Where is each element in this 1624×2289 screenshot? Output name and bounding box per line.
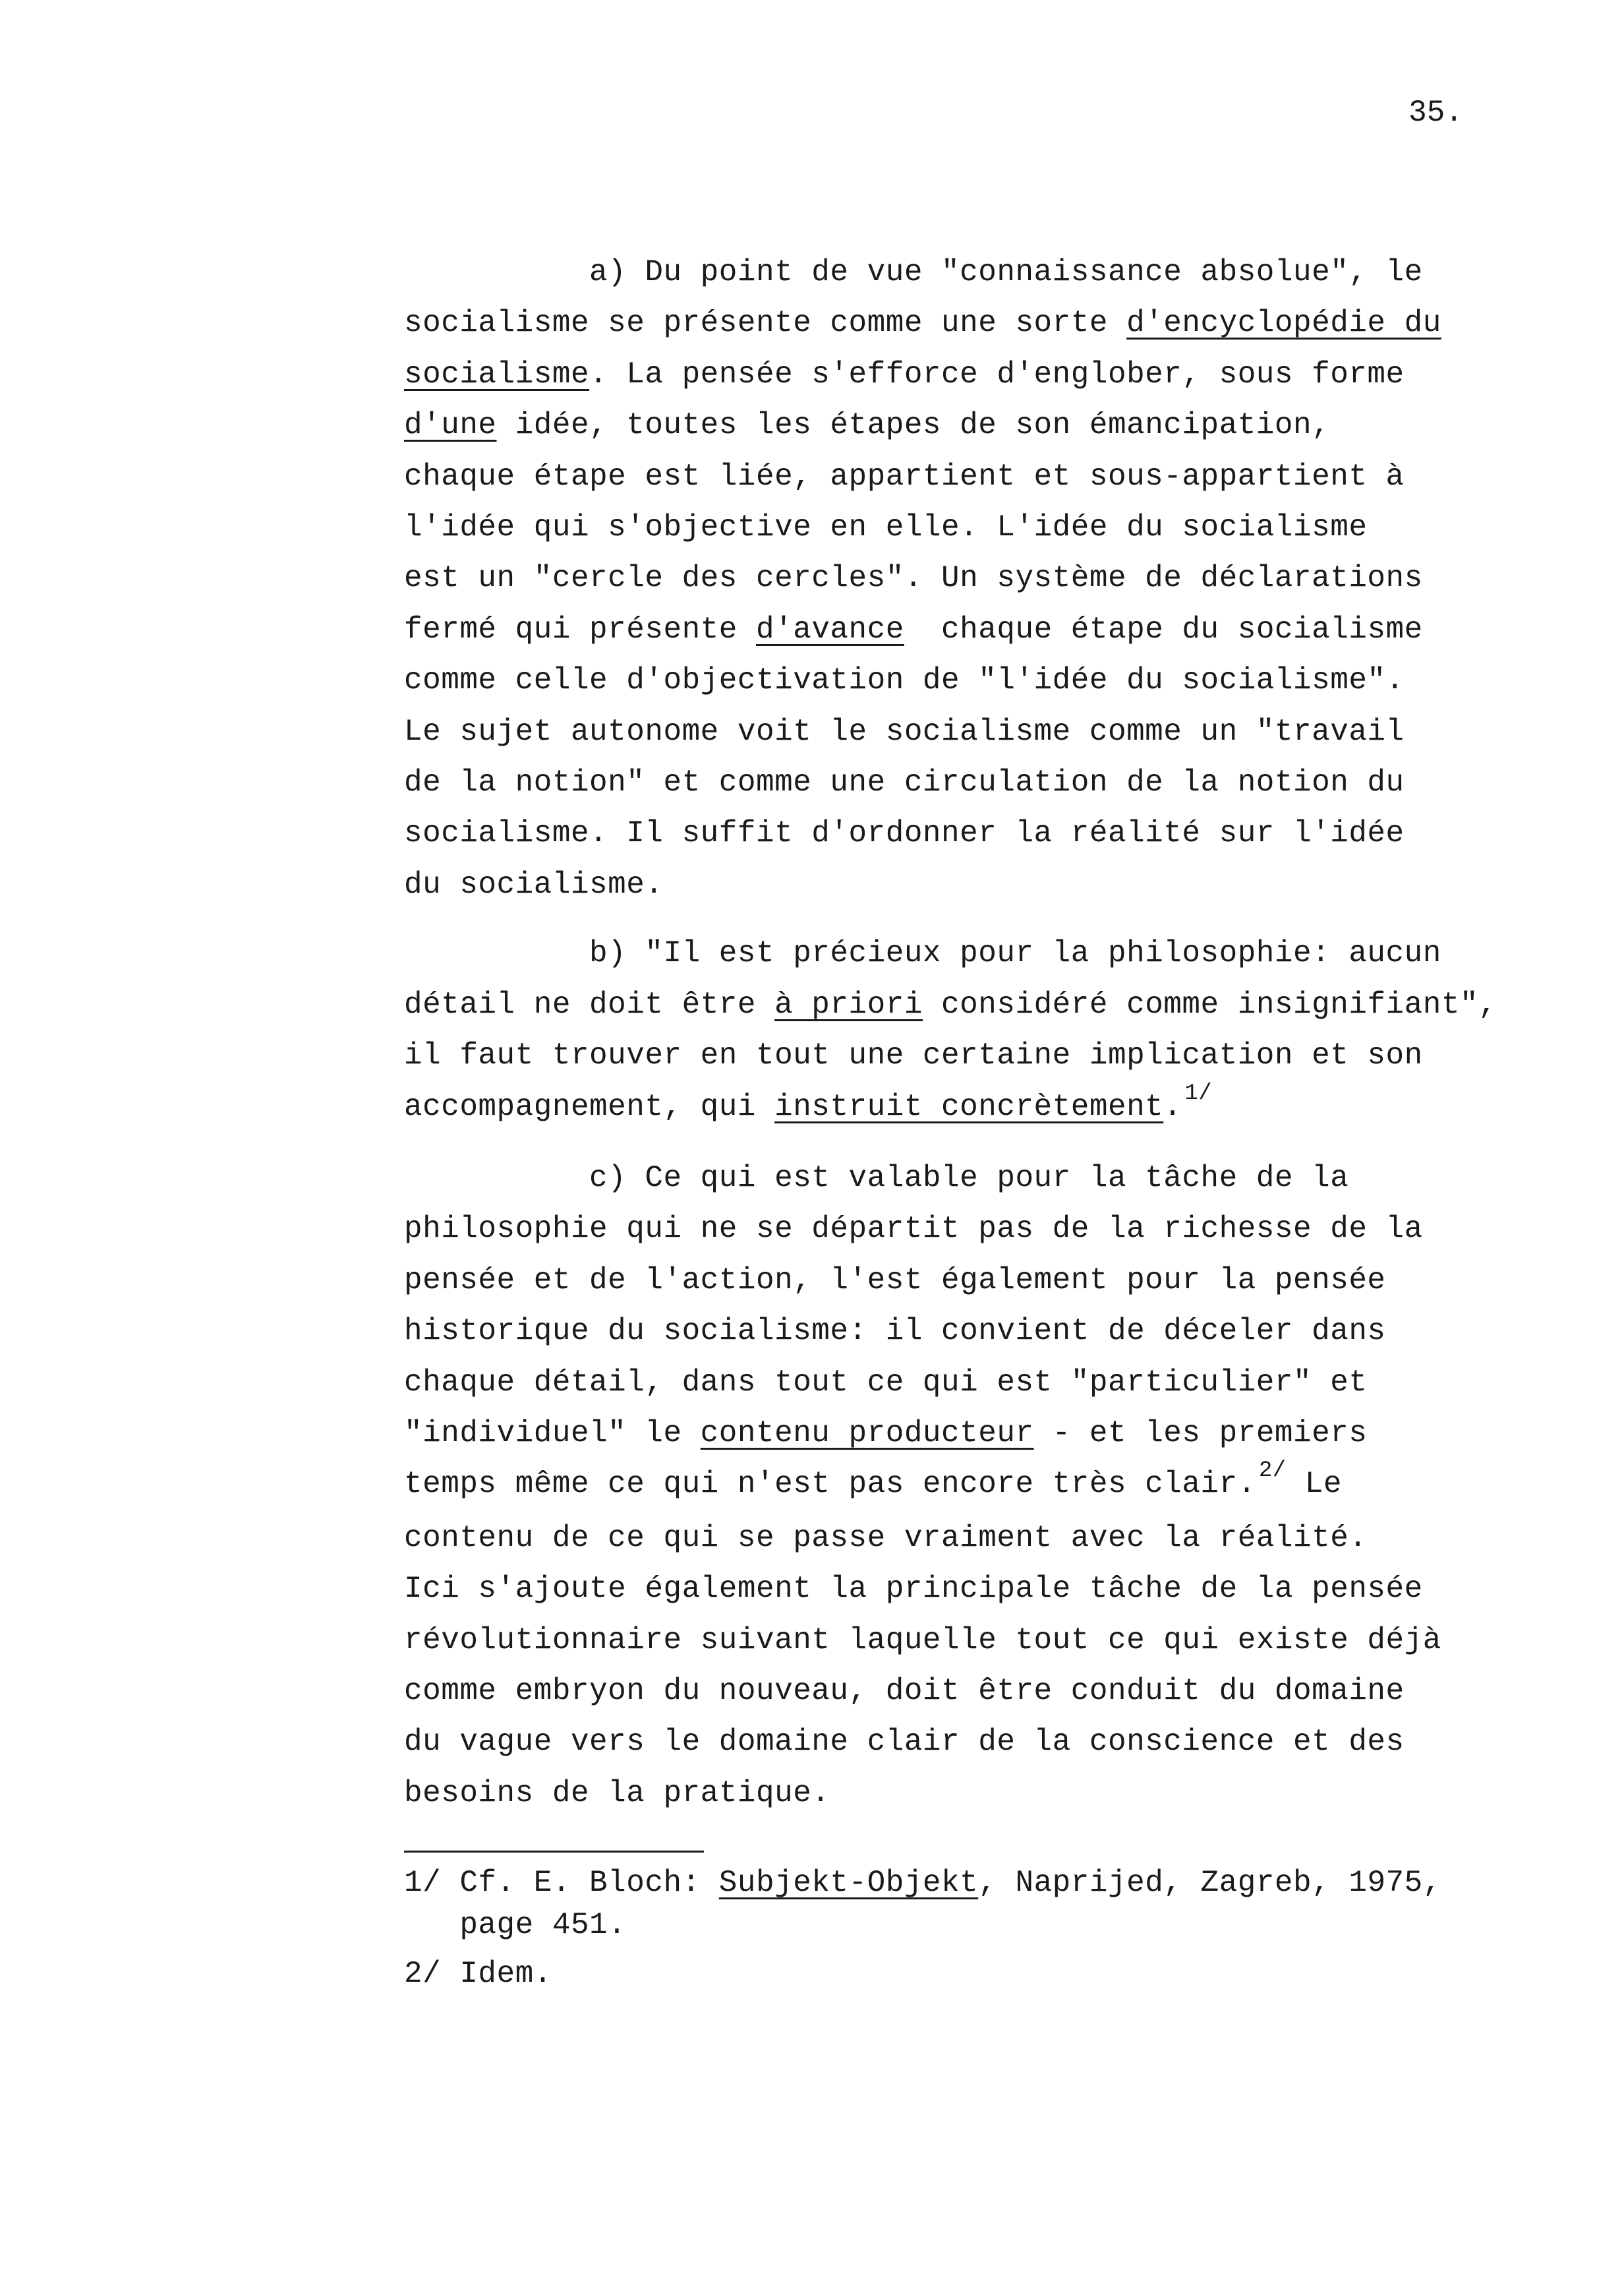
line: . La pensée s'efforce d'englober, sous forme	[589, 357, 1405, 392]
line: .	[1163, 1089, 1182, 1124]
line: du socialisme.	[404, 867, 664, 902]
line: accompagnement, qui	[404, 1089, 775, 1124]
line: pensée et de l'action, l'est également pour la pensée	[404, 1263, 1386, 1297]
line: est un "cercle des cercles". Un système de déclarations	[404, 561, 1423, 596]
line: chaque étape du socialisme	[904, 612, 1423, 647]
line: "individuel" le	[404, 1415, 701, 1450]
line: l'idée qui s'objective en elle. L'idée du socialisme	[404, 510, 1368, 545]
line: de la notion" et comme une circulation de la notion du	[404, 765, 1405, 800]
line: du vague vers le domaine clair de la conscience et des	[404, 1725, 1405, 1760]
line: temps même ce qui n'est pas encore très clair.	[404, 1467, 1256, 1502]
line: il faut trouver en tout une certaine implication et son	[404, 1038, 1423, 1073]
line: comme celle d'objectivation de "l'idée du socialisme".	[404, 663, 1405, 698]
line: Le sujet autonome voit le socialisme comme un "travail	[404, 714, 1405, 749]
footnote-title: Subjekt-Objekt	[718, 1866, 979, 1900]
line: contenu de ce qui se passe vraiment avec la réalité.	[404, 1520, 1368, 1555]
underlined-phrase: instruit concrètement	[774, 1089, 1164, 1124]
line: considéré comme insignifiant",	[922, 987, 1497, 1022]
line: Le	[1286, 1467, 1342, 1502]
underlined-phrase: d'une	[404, 408, 497, 443]
underlined-phrase: socialisme	[404, 357, 590, 392]
line: chaque étape est liée, appartient et sous-appartient à	[404, 459, 1405, 494]
line: historique du socialisme: il convient de déceler dans	[404, 1314, 1386, 1349]
line: socialisme se présente comme une sorte	[404, 306, 1127, 341]
footnote-text: 2/ Idem.	[404, 1957, 552, 1991]
footnotes	[404, 1862, 1590, 1995]
line: - et les premiers	[1033, 1415, 1368, 1450]
underlined-phrase: d'avance	[756, 612, 904, 647]
paragraph-b	[404, 928, 1564, 1135]
paragraph-c	[404, 1153, 1564, 1819]
line: comme embryon du nouveau, doit être conduit du domaine	[404, 1673, 1405, 1708]
line: Ici s'ajoute également la principale tâche de la pensée	[404, 1572, 1423, 1607]
footnote-text: , Naprijed, Zagreb, 1975,	[978, 1866, 1441, 1900]
underlined-phrase: d'encyclopédie du	[1126, 306, 1441, 341]
footnote-separator	[404, 1851, 704, 1853]
footnote-1	[404, 1862, 1590, 1946]
body-text	[404, 247, 1564, 1819]
line: b) "Il est précieux pour la philosophie: aucun	[404, 936, 1441, 971]
underlined-phrase: contenu producteur	[700, 1415, 1034, 1450]
footnote-text: 1/ Cf. E. Bloch:	[404, 1866, 719, 1900]
line: fermé qui présente	[404, 612, 756, 647]
line: détail ne doit être	[404, 987, 775, 1022]
line: révolutionnaire suivant laquelle tout ce qui existe déjà	[404, 1622, 1441, 1657]
line: chaque détail, dans tout ce qui est "particulier" et	[404, 1365, 1368, 1400]
line: idée, toutes les étapes de son émancipation,	[496, 408, 1331, 443]
footnote-text: page 451.	[404, 1908, 627, 1942]
page-number: 35.	[1408, 96, 1463, 130]
line: a) Du point de vue "connaissance absolue", le	[404, 255, 1423, 289]
line: c) Ce qui est valable pour la tâche de la	[404, 1160, 1349, 1195]
footnote-marker: 1/	[1184, 1081, 1213, 1106]
line: besoins de la pratique.	[404, 1775, 830, 1810]
paragraph-a	[404, 247, 1564, 910]
line: philosophie qui ne se départit pas de la richesse de la	[404, 1212, 1423, 1247]
footnote-marker: 2/	[1258, 1458, 1287, 1484]
line: socialisme. Il suffit d'ordonner la réalité sur l'idée	[404, 816, 1405, 851]
underlined-phrase: à priori	[774, 987, 923, 1022]
footnote-2	[404, 1953, 1590, 1995]
